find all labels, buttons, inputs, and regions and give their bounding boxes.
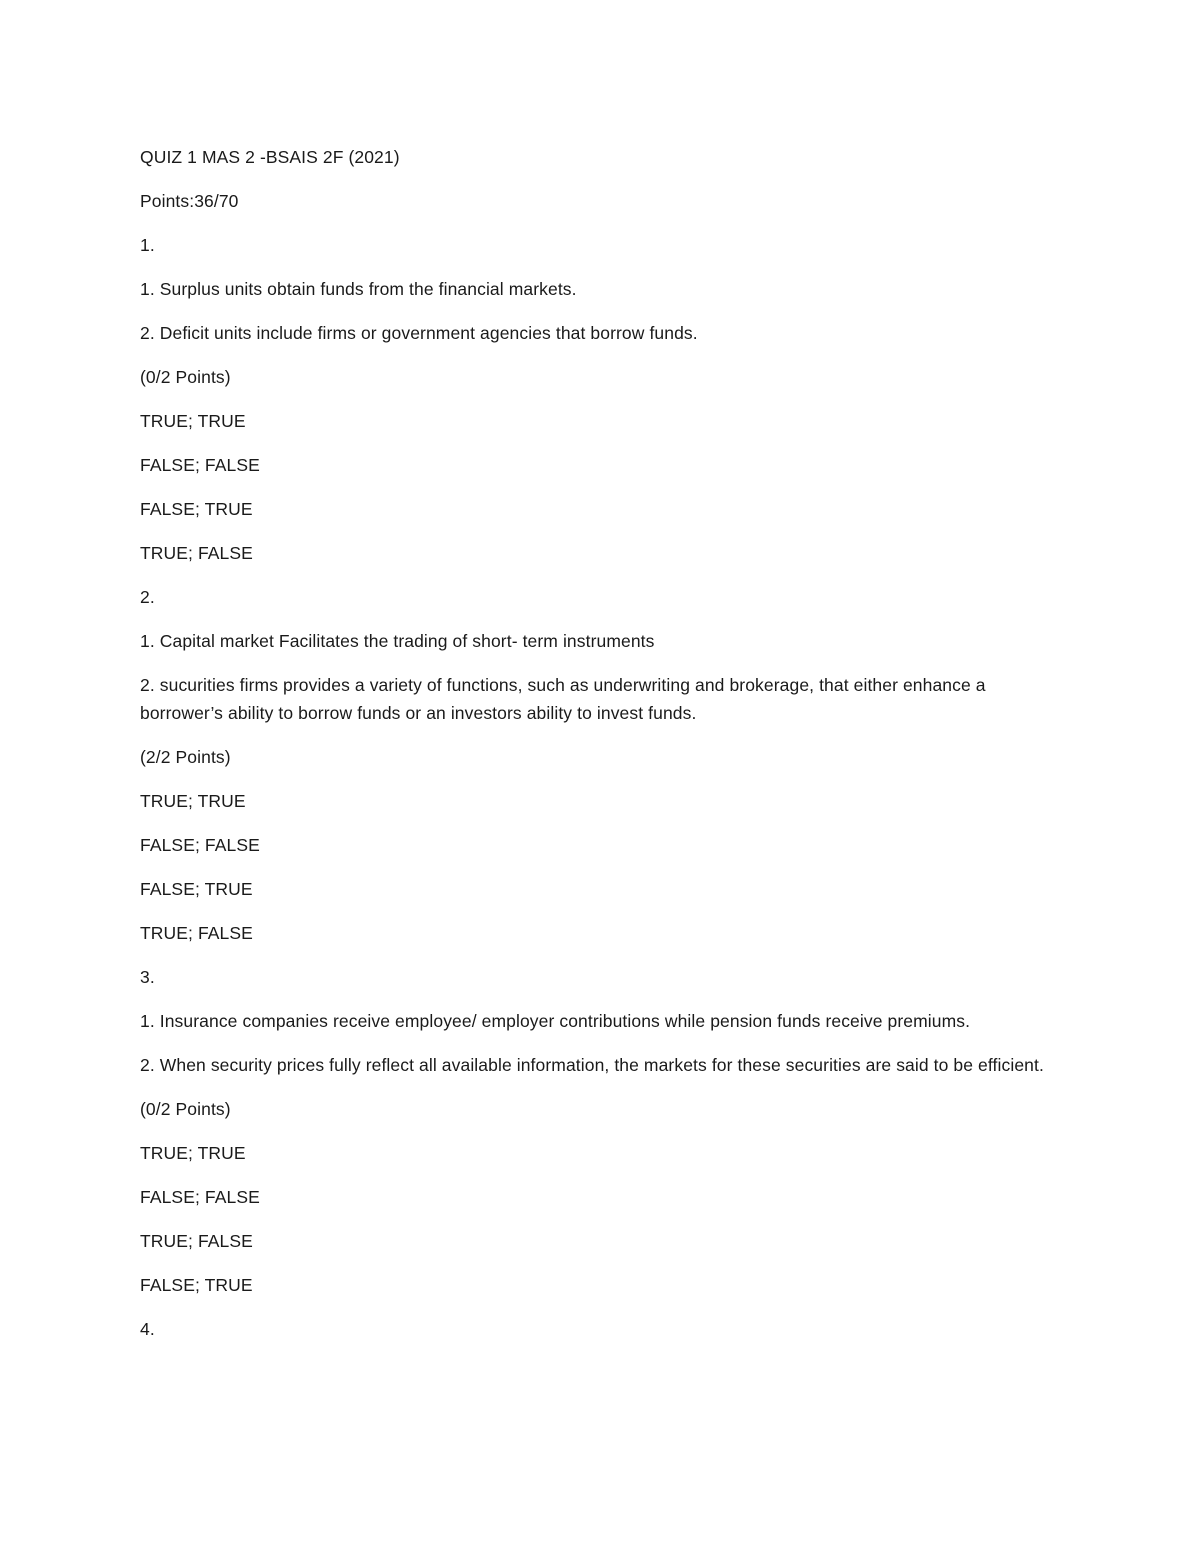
- question-4: [140, 1315, 1060, 1343]
- question-2: [140, 583, 1060, 947]
- question-number: 3.: [140, 967, 155, 987]
- statement-2: 2. When security prices fully reflect all available information, the markets for these securities are said to be efficient.: [140, 1055, 1044, 1075]
- answer-option: FALSE; TRUE: [140, 499, 253, 519]
- question-number: 1.: [140, 235, 155, 255]
- answer-option: FALSE; TRUE: [140, 879, 253, 899]
- statement-1: 1. Capital market Facilitates the trading of short- term instruments: [140, 631, 655, 651]
- quiz-content: [140, 143, 1060, 1359]
- question-points: (0/2 Points): [140, 367, 231, 387]
- statement-2: 2. sucurities firms provides a variety of functions, such as underwriting and brokerage, that either enhance a borrower’s ability to borrow funds or an investors ability to invest funds.: [140, 675, 986, 723]
- statement-2: 2. Deficit units include firms or government agencies that borrow funds.: [140, 323, 698, 343]
- answer-option: TRUE; FALSE: [140, 923, 253, 943]
- answer-option: TRUE; TRUE: [140, 411, 246, 431]
- question-number: 4.: [140, 1319, 155, 1339]
- statement-1: 1. Surplus units obtain funds from the financial markets.: [140, 279, 577, 299]
- answer-option: TRUE; FALSE: [140, 543, 253, 563]
- statement-1: 1. Insurance companies receive employee/ employer contributions while pension funds receive premiums.: [140, 1011, 971, 1031]
- answer-option: FALSE; FALSE: [140, 835, 260, 855]
- answer-option: TRUE; TRUE: [140, 791, 246, 811]
- answer-option: TRUE; FALSE: [140, 1231, 253, 1251]
- question-points: (2/2 Points): [140, 747, 231, 767]
- answer-option: FALSE; FALSE: [140, 1187, 260, 1207]
- quiz-title: QUIZ 1 MAS 2 -BSAIS 2F (2021): [140, 147, 400, 167]
- answer-option: FALSE; TRUE: [140, 1275, 253, 1295]
- question-1: [140, 231, 1060, 567]
- answer-option: FALSE; FALSE: [140, 455, 260, 475]
- quiz-score: Points:36/70: [140, 191, 239, 211]
- question-3: [140, 963, 1060, 1299]
- answer-option: TRUE; TRUE: [140, 1143, 246, 1163]
- question-points: (0/2 Points): [140, 1099, 231, 1119]
- question-number: 2.: [140, 587, 155, 607]
